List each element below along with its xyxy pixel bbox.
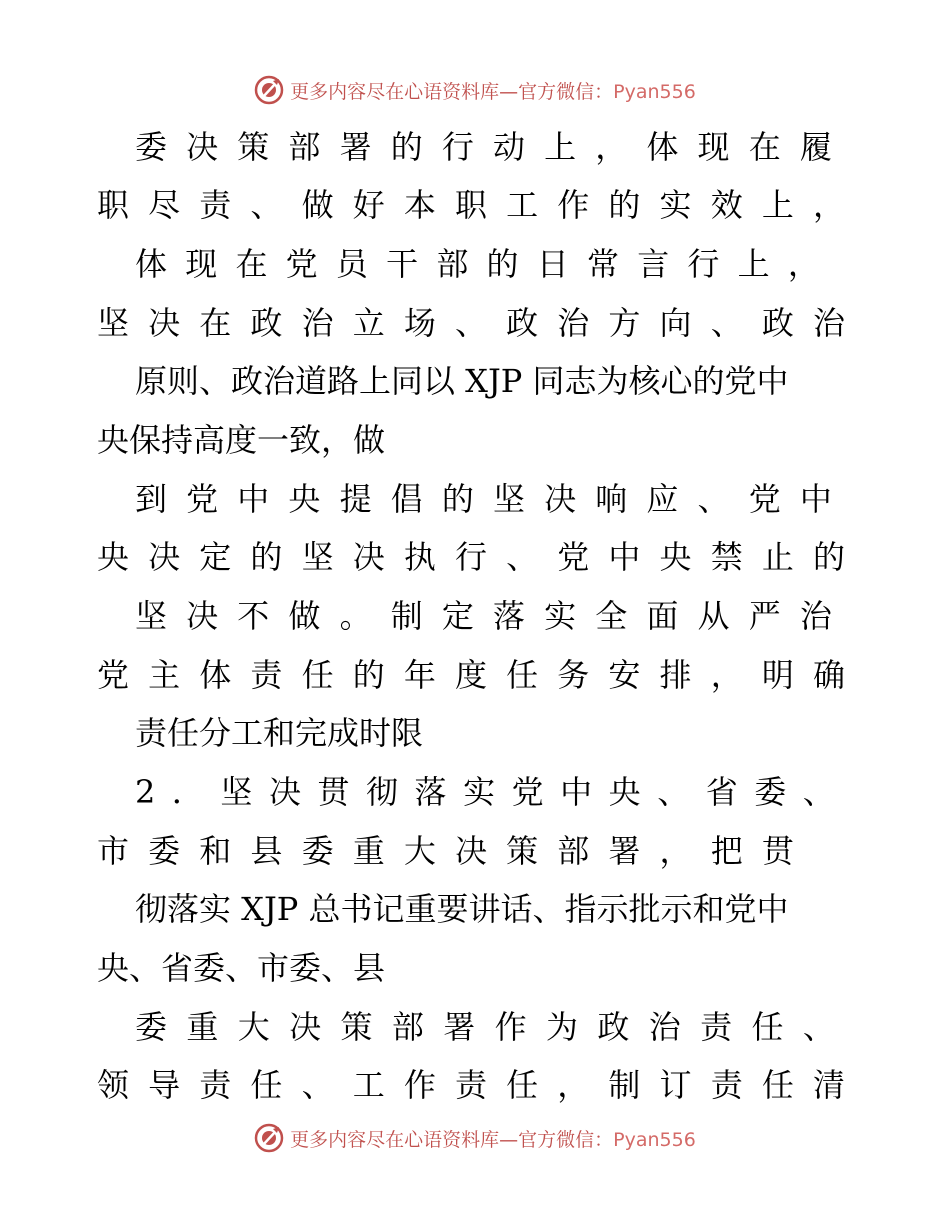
text-line: 委 重 大 决 策 部 署 作 为 政 治 责 任 、	[135, 1008, 835, 1046]
footer-watermark	[0, 1118, 950, 1158]
text-line: 领 导 责 任 、 工 作 责 任 ， 制 订 责 任 清	[97, 1066, 845, 1104]
text-line: 职 尽 责 、 做 好 本 职 工 作 的 实 效 上 ，	[97, 186, 845, 224]
watermark-text: 更多内容尽在心语资料库—官方微信：Pyan556	[290, 80, 696, 103]
text-line: 责任分工和完成时限	[135, 714, 424, 752]
brand-logo-icon	[254, 75, 284, 105]
text-line: 党 主 体 责 任 的 年 度 任 务 安 排 ， 明 确	[97, 656, 845, 694]
text-line: 坚 决 在 政 治 立 场 、 政 治 方 向 、 政 治	[97, 304, 845, 342]
text-line: 央 决 定 的 坚 决 执 行 、 党 中 央 禁 止 的	[97, 538, 845, 576]
brand-logo-icon	[254, 1123, 284, 1153]
text-line: 委 决 策 部 署 的 行 动 上 ， 体 现 在 履	[135, 128, 832, 166]
watermark-text: 更多内容尽在心语资料库—官方微信：Pyan556	[290, 1128, 696, 1151]
text-line: 央、省委、市委、县	[97, 949, 386, 987]
text-line: 市 委 和 县 委 重 大 决 策 部 署 ， 把 贯	[97, 832, 794, 870]
text-line: 原则、政治道路上同以 XJP 同志为核心的党中	[135, 362, 789, 400]
text-line: 彻落实 XJP 总书记重要讲话、指示批示和党中	[135, 890, 789, 928]
text-line: 到 党 中 央 提 倡 的 坚 决 响 应 、 党 中	[135, 480, 832, 518]
text-line: 2 ． 坚 决 贯 彻 落 实 党 中 央 、 省 委 、	[135, 773, 835, 811]
text-line: 体 现 在 党 员 干 部 的 日 常 言 行 上 ，	[135, 245, 820, 283]
header-watermark	[0, 70, 950, 110]
text-line: 坚 决 不 做 。 制 定 落 实 全 面 从 严 治	[135, 597, 832, 635]
text-line: 央保持高度一致，做	[97, 421, 386, 459]
